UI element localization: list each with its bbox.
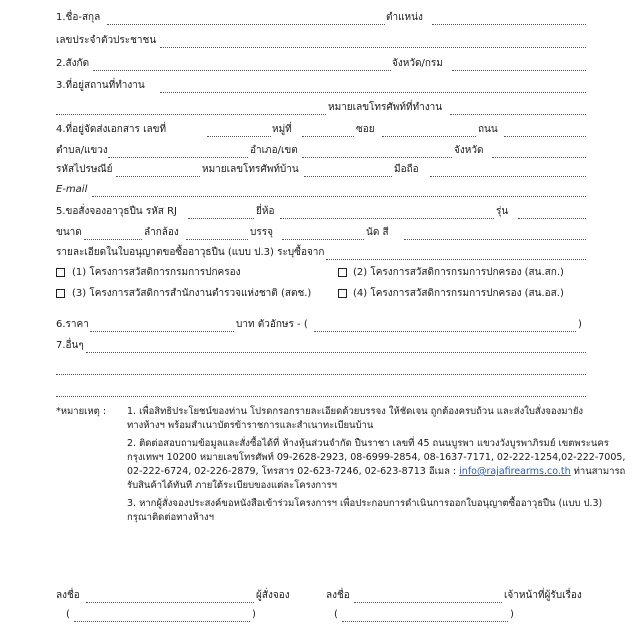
soi-field[interactable] — [382, 136, 476, 137]
note-2-line-2: กรุงเทพฯ 10200 หมายเลขโทรศัพท์ 09-2628-2923, 08-6999-2854, 08-1637-7171, 02-222-1254,02-222-7005, — [127, 452, 626, 463]
work-phone-field[interactable] — [450, 114, 586, 115]
left-printed-name-field[interactable] — [74, 621, 250, 622]
other-field-line-2[interactable] — [56, 374, 586, 375]
option-1-label: (1) โครงการสวัสดิการกรมการปกครอง — [72, 267, 241, 278]
capacity-label: บรรจุ — [250, 227, 273, 238]
other-field[interactable] — [86, 352, 586, 353]
work-phone-label: หมายเลขโทรศัพท์ที่ทำงาน — [328, 102, 443, 113]
price-label: 6.ราคา — [56, 319, 89, 330]
baht-text-field[interactable] — [314, 331, 576, 332]
email-field[interactable] — [92, 196, 586, 197]
citizen-id-label: เลขประจำตัวประชาชน — [56, 35, 157, 46]
note-2-line-3-text: 02-222-6724, 02-226-2879, โทรสาร 02-623-7246, 02-623-8713 อีเมล : — [127, 466, 460, 477]
name-field[interactable] — [107, 24, 385, 25]
district-label: อำเภอ/เขต — [250, 145, 298, 156]
model-label: รุ่น — [496, 206, 509, 217]
province-dept-label: จังหวัด/กรม — [392, 58, 443, 69]
capacity-field[interactable] — [282, 239, 364, 240]
position-field[interactable] — [432, 24, 586, 25]
note-1-line-2: ทางห้างฯ พร้อมสำเนาบัตรข้าราชการและสำเนาทะเบียนบ้าน — [127, 420, 374, 431]
size-field[interactable] — [84, 239, 142, 240]
left-close-paren: ) — [252, 609, 256, 620]
right-sign-label: ลงชื่อ — [326, 590, 350, 601]
license-source-label: รายละเอียดในใบอนุญาตขอซื้ออาวุธปืน (แบบ ป.3) ระบุซื้อจาก — [56, 247, 325, 258]
workplace-label: 3.ที่อยู่สถานที่ทำงาน — [56, 80, 145, 91]
barrel-label: ลำกล้อง — [144, 227, 179, 238]
workplace-field-cont[interactable] — [56, 114, 326, 115]
citizen-id-field[interactable] — [160, 47, 586, 48]
note-2-line-3 — [127, 466, 625, 478]
subdistrict-label: ตำบล/แขวง — [56, 145, 108, 156]
other-label: 7.อื่นๆ — [56, 340, 84, 351]
notes-title: *หมายเหตุ : — [56, 406, 107, 417]
left-sign-label: ลงชื่อ — [56, 590, 80, 601]
baht-text-label: บาท ตัวอักษร - ( — [236, 319, 308, 330]
moo-field[interactable] — [302, 136, 354, 137]
subdistrict-field[interactable] — [108, 157, 248, 158]
brand-label: ยี่ห้อ — [256, 206, 275, 217]
road-field[interactable] — [504, 136, 586, 137]
option-3-label: (3) โครงการสวัสดิการสำนักงานตำรวจแห่งชาติ (สตช.) — [72, 288, 312, 299]
house-no-field[interactable] — [207, 136, 271, 137]
brand-field[interactable] — [280, 218, 494, 219]
other-field-line-3[interactable] — [56, 396, 586, 397]
province-dept-field[interactable] — [452, 70, 586, 71]
note-3-line-1: 3. หากผู้สั่งจองประสงค์ขอหนังสือเข้าร่วมโครงการฯ เพื่อประกอบการดำเนินการออกใบอนุญาตซื้ออาวุธปืน (แบบ ป.3) — [127, 498, 603, 509]
order-code-label: 5.ขอสั่งจองอาวุธปืน รหัส RJ — [56, 206, 177, 217]
moo-label: หมู่ที่ — [272, 124, 292, 135]
right-printed-name-field[interactable] — [342, 621, 508, 622]
postal-code-label: รหัสไปรษณีย์ — [56, 164, 113, 175]
option-4-label: (4) โครงการสวัสดิการกรมการปกครอง (สน.อส.) — [353, 288, 564, 299]
email-label: E-mail — [56, 184, 88, 195]
left-open-paren: ( — [66, 609, 70, 620]
home-phone-label: หมายเลขโทรศัพท์บ้าน — [202, 164, 299, 175]
size-label: ขนาด — [56, 227, 82, 238]
orderer-role: ผู้สั่งจอง — [256, 590, 290, 601]
road-label: ถนน — [478, 124, 498, 135]
option-4-checkbox[interactable] — [338, 289, 347, 298]
option-2-checkbox[interactable] — [338, 268, 347, 277]
rounds-color-label: นัด สี — [366, 227, 389, 238]
option-3-checkbox[interactable] — [56, 289, 65, 298]
option-1-checkbox[interactable] — [56, 268, 65, 277]
affiliation-label: 2.สังกัด — [56, 58, 90, 69]
option-2-label: (2) โครงการสวัสดิการกรมการปกครอง (สน.สก.) — [353, 267, 564, 278]
model-field[interactable] — [518, 218, 586, 219]
order-code-field[interactable] — [188, 218, 254, 219]
mobile-field[interactable] — [430, 176, 586, 177]
right-open-paren: ( — [334, 609, 338, 620]
color-field[interactable] — [404, 239, 586, 240]
price-field[interactable] — [90, 331, 234, 332]
address-label: 4.ที่อยู่จัดส่งเอกสาร เลขที่ — [56, 124, 167, 135]
province-field[interactable] — [492, 157, 586, 158]
note-3-line-2: กรุณาติดต่อทางห้างฯ — [127, 512, 215, 523]
note-2-line-4: รับสินค้าได้ทันที ภายใต้ระเบียบของแต่ละโครงการฯ — [127, 480, 337, 491]
note-2-line-3-tail: ท่านสามารถ — [570, 466, 626, 477]
price-close-paren: ) — [578, 319, 582, 330]
postal-code-field[interactable] — [116, 176, 200, 177]
affiliation-field[interactable] — [93, 70, 391, 71]
province-label: จังหวัด — [454, 145, 484, 156]
note-2-line-1: 2. ติดต่อสอบถามข้อมูลและสั่งซื้อได้ที่ ห้างหุ้นส่วนจำกัด ปืนราชา เลขที่ 45 ถนนบูรพา แขวงวังบูรพาภิรมย์ เขตพระนคร — [127, 438, 609, 449]
position-label: ตำแหน่ง — [386, 12, 423, 23]
barrel-field[interactable] — [186, 239, 248, 240]
officer-role: เจ้าหน้าที่ผู้รับเรื่อง — [504, 590, 582, 601]
email-link[interactable]: info@rajafirearms.co.th — [459, 466, 571, 477]
right-signature-field[interactable] — [354, 602, 502, 603]
district-field[interactable] — [302, 157, 452, 158]
license-source-field[interactable] — [326, 259, 586, 260]
mobile-label: มือถือ — [394, 164, 419, 175]
workplace-field[interactable] — [160, 92, 586, 93]
name-label: 1.ชื่อ-สกุล — [56, 12, 101, 23]
left-signature-field[interactable] — [86, 602, 254, 603]
note-1-line-1: 1. เพื่อสิทธิประโยชน์ของท่าน โปรดกรอกรายละเอียดด้วยบรรจง ให้ชัดเจน ถูกต้องครบถ้วน และส่งใบสั่งจองมายัง — [127, 406, 584, 417]
right-close-paren: ) — [510, 609, 514, 620]
soi-label: ซอย — [356, 124, 375, 135]
home-phone-field[interactable] — [304, 176, 392, 177]
